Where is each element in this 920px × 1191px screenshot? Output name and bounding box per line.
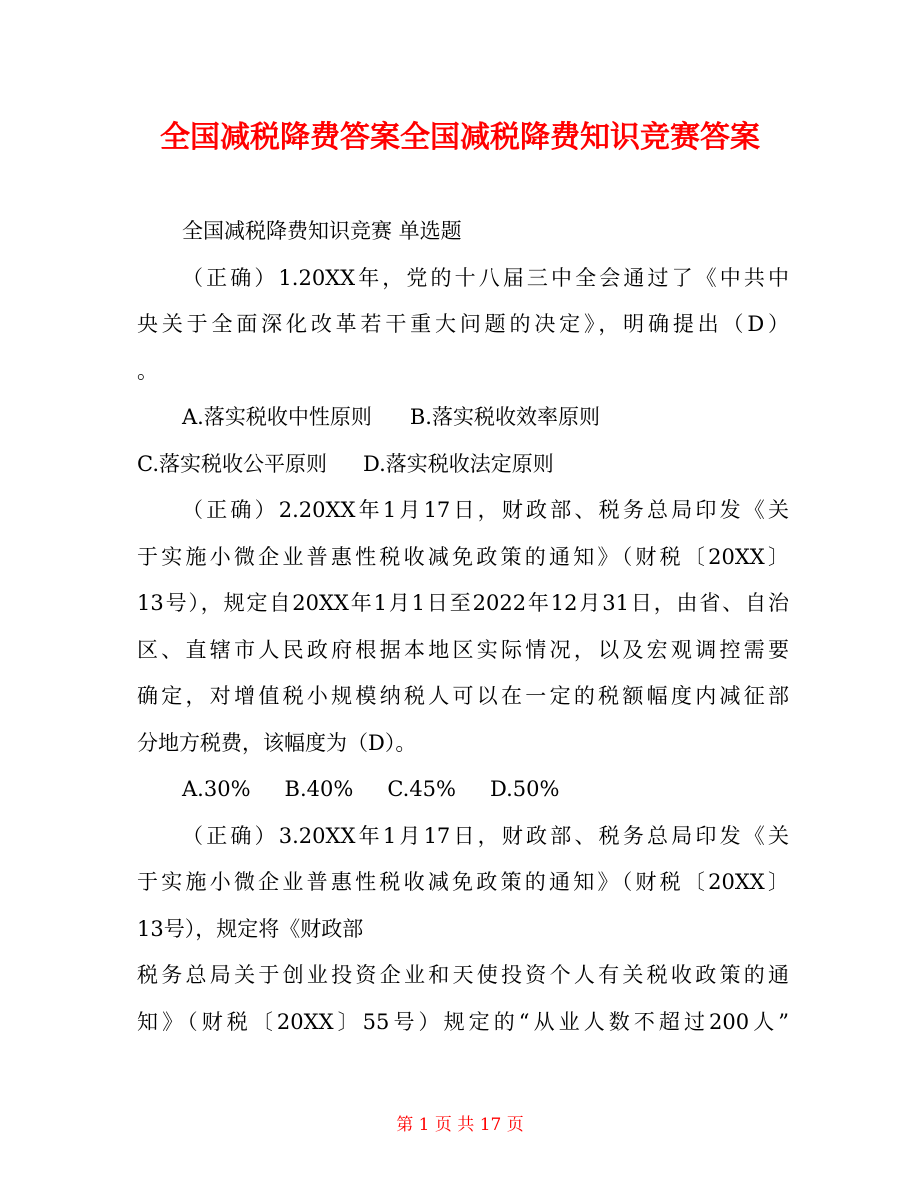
footer-prefix: 第 — [396, 1115, 414, 1135]
footer-suffix: 页 — [506, 1115, 524, 1135]
footer-mid: 页 共 — [434, 1115, 475, 1135]
q2-option-b: B.40% — [284, 777, 354, 801]
q1-line-3: 。 — [137, 358, 158, 383]
q3-line-4: 税务总局关于创业投资企业和天使投资个人有关税收政策的通 — [137, 963, 789, 987]
q2-line-1: （正确）2.20XX年1月17日，财政部、税务总局印发《关 — [182, 498, 789, 522]
q2-option-d: D.50% — [490, 777, 560, 801]
section-heading: 全国减税降费知识竞赛 单选题 — [182, 219, 462, 243]
q1-option-b: B.落实税收效率原则 — [409, 405, 600, 429]
q1-options-row-2 — [137, 441, 789, 488]
q1-line-2: 央关于全面深化改革若干重大问题的决定》，明确提出（D） — [137, 312, 789, 336]
footer-page-current: 1 — [418, 1115, 430, 1135]
document-title: 全国减税降费答案全国减税降费知识竞赛答案 — [160, 120, 760, 155]
footer-page-total: 17 — [479, 1115, 502, 1135]
q2-line-3: 13号），规定自20XX年1月1日至2022年12月31日，由省、自治 — [137, 591, 789, 615]
q2-line-6: 分地方税费，该幅度为（D）。 — [137, 730, 417, 755]
q1-option-a: A.落实税收中性原则 — [182, 405, 372, 429]
q2-option-a: A.30% — [182, 777, 251, 801]
q2-line-2: 于实施小微企业普惠性税收减免政策的通知》（财税〔20XX〕 — [137, 544, 789, 569]
page-footer — [0, 1112, 920, 1138]
q2-line-5: 确定，对增值税小规模纳税人可以在一定的税额幅度内减征部 — [137, 684, 789, 708]
q1-option-c: C.落实税收公平原则 — [137, 451, 327, 476]
q2-option-c: C.45% — [387, 777, 456, 801]
q2-options-row — [137, 766, 789, 813]
q3-line-1: （正确）3.20XX年1月17日，财政部、税务总局印发《关 — [182, 823, 789, 848]
document-body — [137, 208, 789, 1045]
q3-line-2: 于实施小微企业普惠性税收减免政策的通知》（财税〔20XX〕 — [137, 870, 789, 894]
q3-line-3: 13号），规定将《财政部 — [137, 916, 364, 941]
q1-options-row-1 — [137, 394, 789, 441]
q2-line-4: 区、直辖市人民政府根据本地区实际情况，以及宏观调控需要 — [137, 637, 789, 662]
q1-option-d: D.落实税收法定原则 — [363, 451, 554, 476]
q1-line-1: （正确）1.20XX年，党的十八届三中全会通过了《中共中 — [182, 265, 789, 290]
q3-line-5: 知》（财税〔20XX〕55号）规定的“从业人数不超过200人” — [137, 1009, 789, 1034]
